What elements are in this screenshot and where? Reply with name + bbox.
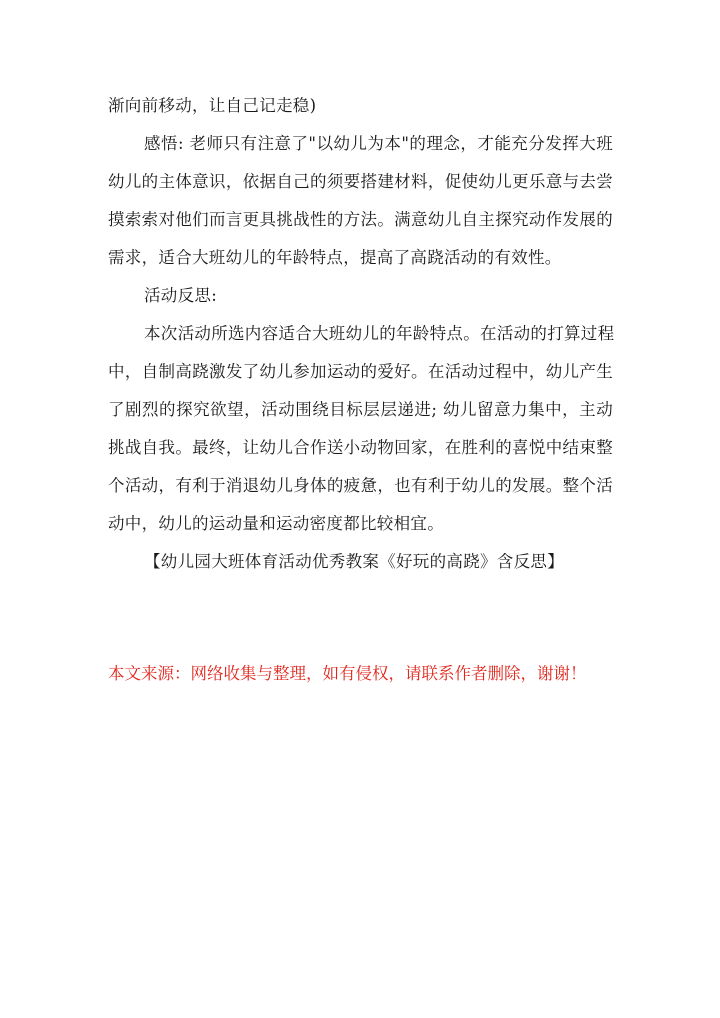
section-heading-reflection: 活动反思: (144, 286, 218, 305)
text-line-insight-start: 感悟: 老师只有注意了"以幼儿为本"的理念，才能充分发挥大班 (144, 134, 613, 153)
text-line: 动中，幼儿的运动量和运动密度都比较相宜。 (108, 514, 444, 533)
text-line-reflection-start: 本次活动所选内容适合大班幼儿的年龄特点。在活动的打算过程 (144, 324, 615, 343)
source-note: 本文来源：网络收集与整理，如有侵权，请联系作者删除，谢谢！ (108, 664, 587, 683)
text-line: 摸索索对他们而言更具挑战性的方法。满意幼儿自主探究动作发展的 (108, 210, 613, 229)
text-line: 了剧烈的探究欲望，活动围绕目标层层递进; 幼儿留意力集中，主动 (108, 400, 613, 419)
text-line: 挑战自我。最终，让幼儿合作送小动物回家，在胜利的喜悦中结束整 (108, 438, 613, 457)
text-line: 幼儿的主体意识，依据自己的须要搭建材料，促使幼儿更乐意与去尝 (108, 172, 613, 191)
document-title-footer: 【幼儿园大班体育活动优秀教案《好玩的高跷》含反思】 (144, 552, 564, 571)
text-line: 需求，适合大班幼儿的年龄特点，提高了高跷活动的有效性。 (108, 248, 562, 267)
text-line: 中，自制高跷激发了幼儿参加运动的爱好。在活动过程中，幼儿产生 (108, 362, 613, 381)
text-line-continuation: 渐向前移动，让自己记走稳) (108, 96, 317, 115)
text-line: 个活动，有利于消退幼儿身体的疲惫，也有利于幼儿的发展。整个活 (108, 476, 613, 495)
